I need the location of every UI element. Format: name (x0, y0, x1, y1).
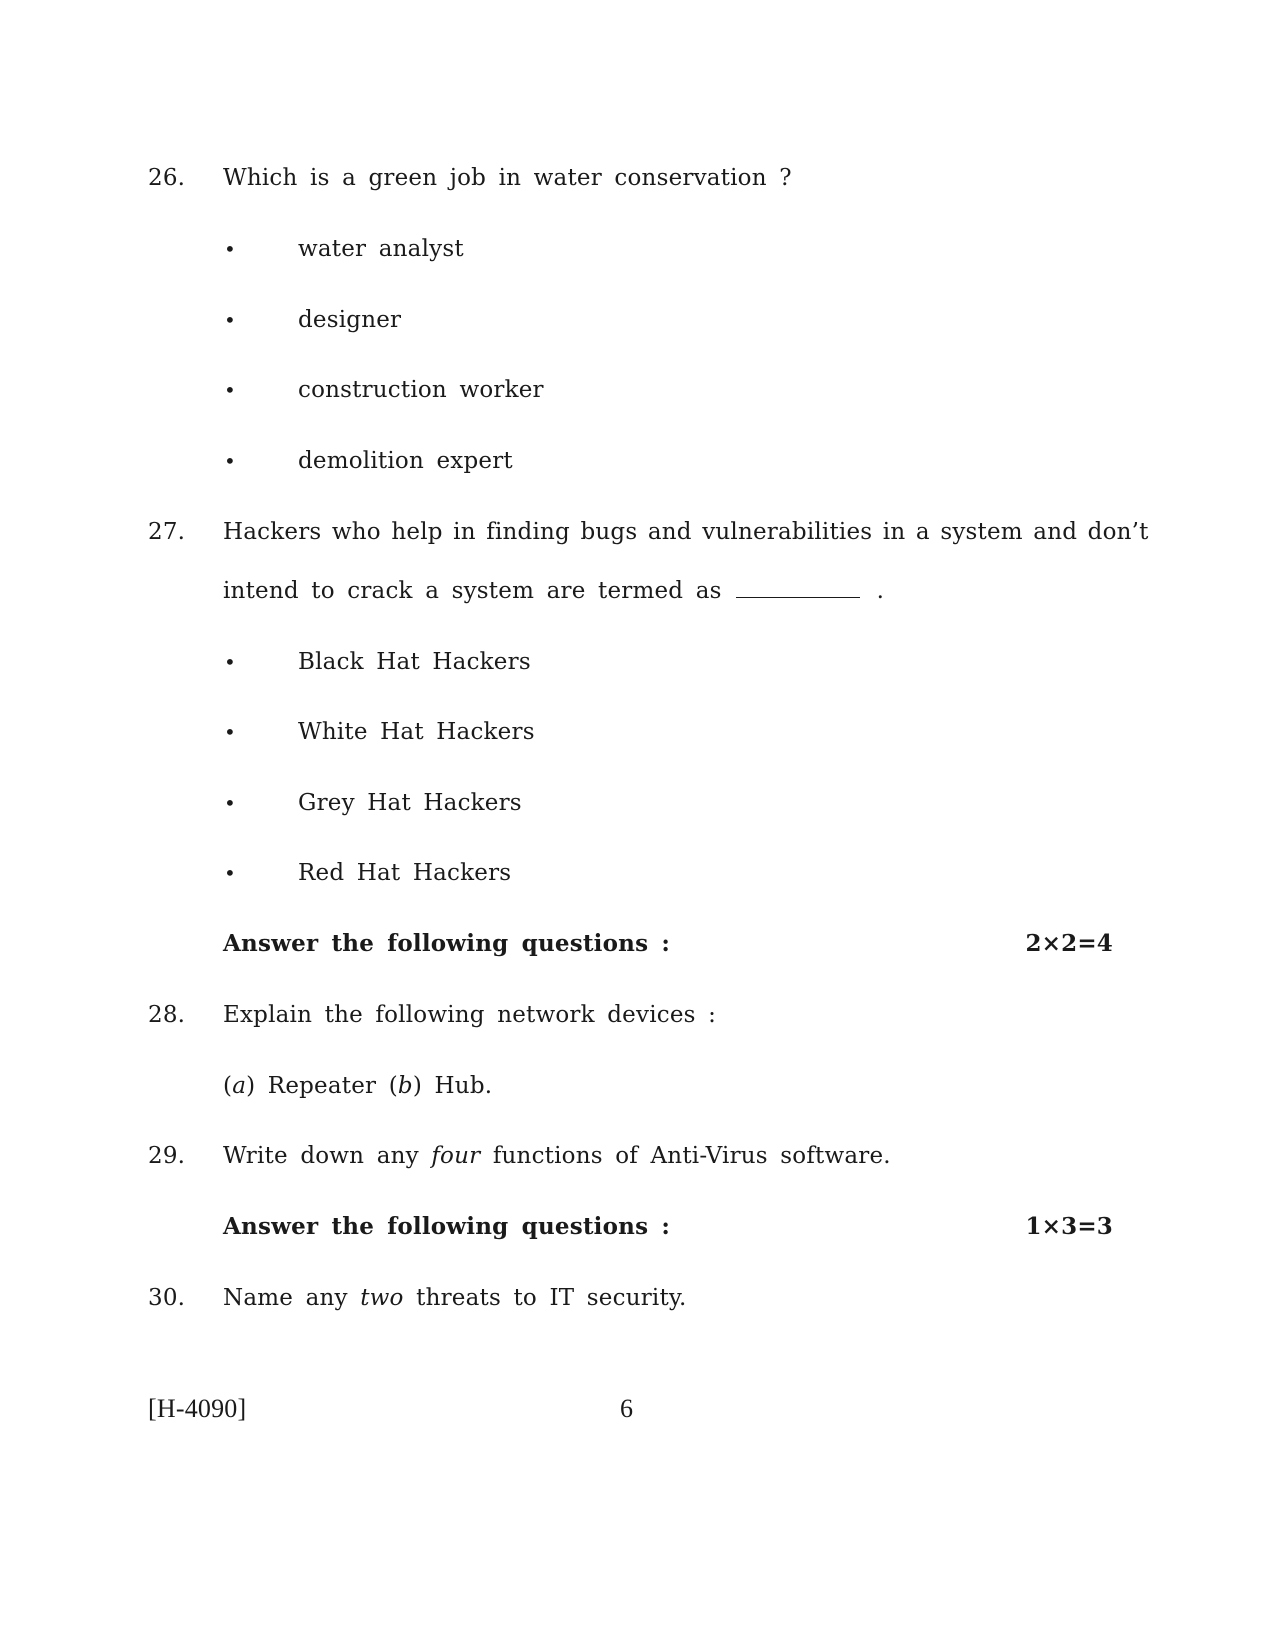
section-marks: 2×2=4 (1025, 930, 1113, 957)
part-a-text: Repeater (267, 1073, 377, 1099)
section-heading: Answer the following questions : (223, 1213, 671, 1240)
question-text: Which is a green job in water conservation ? (223, 165, 792, 191)
page-number: 6 (620, 1394, 634, 1423)
question-text-post: functions of Anti-Virus software. (492, 1143, 891, 1169)
question-number: 29. (148, 1143, 186, 1169)
question-text: Hackers who help in finding bugs and vulnerabilities in a system and don’t (223, 519, 1149, 545)
question-text-continued (223, 577, 884, 605)
question-text-pre: Name any (223, 1285, 348, 1311)
question-text-emphasis: four (431, 1143, 481, 1169)
question-text: Explain the following network devices : (223, 1002, 717, 1028)
question-text (223, 1284, 687, 1312)
question-text-post: threats to IT security. (416, 1285, 687, 1311)
question-parts: (a) Repeater (b) Hub. (223, 1073, 493, 1099)
question-number: 26. (148, 165, 186, 191)
option-text: demolition expert (298, 448, 513, 474)
option-text: water analyst (298, 236, 464, 262)
question-number: 27. (148, 519, 186, 545)
bullet-icon: • (224, 449, 236, 473)
bullet-icon: • (224, 308, 236, 332)
option-text: construction worker (298, 377, 544, 403)
bullet-icon: • (224, 720, 236, 744)
part-b-label: b (397, 1073, 413, 1099)
answer-blank (736, 577, 860, 598)
bullet-icon: • (224, 861, 236, 885)
part-b-text: Hub. (434, 1073, 493, 1099)
bullet-icon: • (224, 237, 236, 261)
question-number: 28. (148, 1002, 186, 1028)
question-text-line: intend to crack a system are termed as (223, 578, 722, 604)
option-text: Black Hat Hackers (298, 649, 531, 675)
sentence-end: . (876, 578, 885, 604)
option-text: Grey Hat Hackers (298, 790, 522, 816)
question-number: 30. (148, 1285, 186, 1311)
question-text (223, 1142, 891, 1170)
option-text: designer (298, 307, 402, 333)
bullet-icon: • (224, 378, 236, 402)
paper-code: [H-4090] (148, 1394, 247, 1423)
section-heading: Answer the following questions : (223, 930, 671, 957)
option-text: White Hat Hackers (298, 719, 535, 745)
part-a-label: a (232, 1073, 247, 1099)
bullet-icon: • (224, 650, 236, 674)
option-text: Red Hat Hackers (298, 860, 512, 886)
question-text-emphasis: two (360, 1285, 404, 1311)
bullet-icon: • (224, 791, 236, 815)
section-marks: 1×3=3 (1025, 1213, 1113, 1240)
question-text-pre: Write down any (223, 1143, 419, 1169)
